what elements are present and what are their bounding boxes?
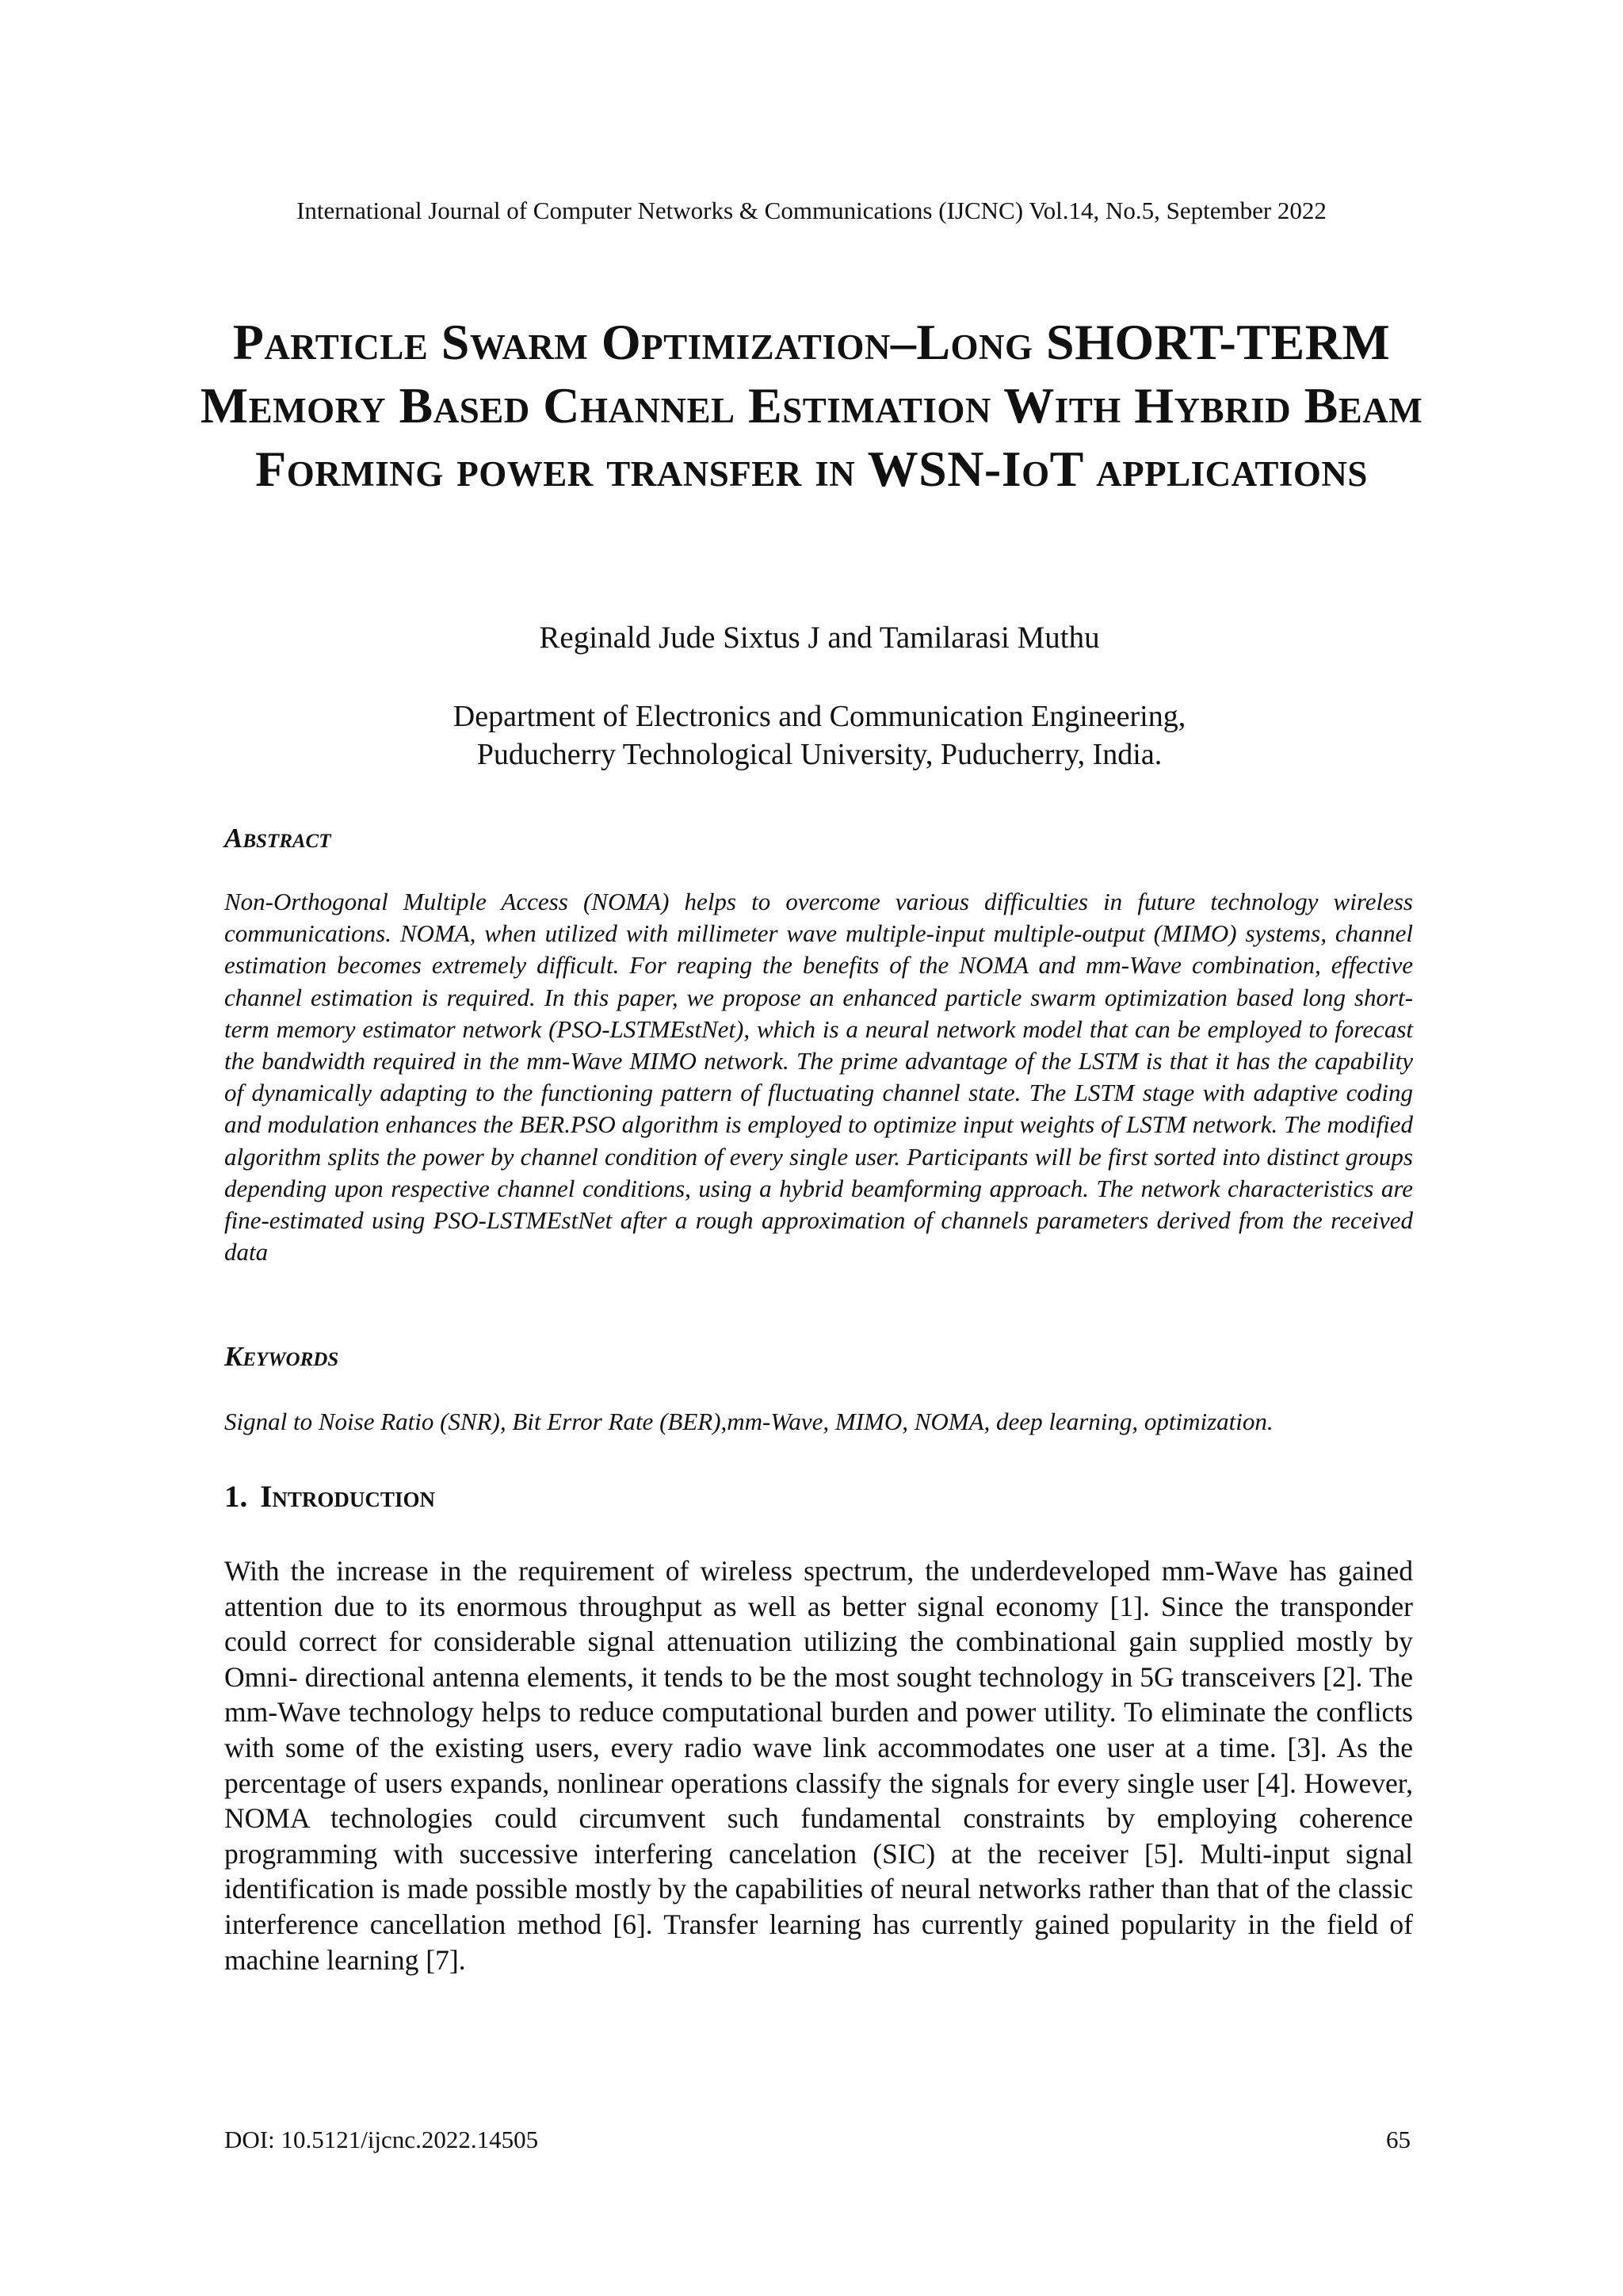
section-title: Introduction (260, 1480, 435, 1514)
affiliation (0, 697, 1623, 774)
authors: Reginald Jude Sixtus J and Tamilarasi Muthu (539, 621, 1100, 655)
paper-title: Particle Swarm Optimization–Long SHORT-TERM Memory Based Channel Estimation With Hybrid Beam Forming power transfer in WSN-IoT applications (200, 314, 1423, 497)
abstract-text: Non-Orthogonal Multiple Access (NOMA) helps to overcome various difficulties in future technology wireless communications. NOMA, when utilized with millimeter wave multiple-input multiple-output (MIMO) systems, channel estimation becomes extremely difficult. For reaping the benefits of the NOMA and mm-Wave combination, effective channel estimation is required. In this paper, we propose an enhanced particle swarm optimization based long short-term memory estimator network (PSO-LSTMEstNet), which is a neural network model that can be employed to forecast the bandwidth required in the mm-Wave MIMO network. The prime advantage of the LSTM is that it has the capability of dynamically adapting to the functioning pattern of fluctuating channel state. The LSTM stage with adaptive coding and modulation enhances the BER.PSO algorithm is employed to optimize input weights of LSTM network. The modified algorithm splits the power by channel condition of every single user. Participants will be first sorted into distinct groups depending upon respective channel conditions, using a hybrid beamforming approach. The network characteristics are fine-estimated using PSO-LSTMEstNet after a rough approximation of channels parameters derived from the received data (224, 888, 1413, 1266)
affiliation-line-2: Puducherry Technological University, Puducherry, India. (476, 738, 1163, 771)
affiliation-line-1: Department of Electronics and Communication Engineering, (453, 700, 1186, 733)
abstract-heading: Abstract (224, 823, 331, 854)
keywords-text: Signal to Noise Ratio (SNR), Bit Error Rate (BER),mm-Wave, MIMO, NOMA, deep learning, optimization. (224, 1408, 1274, 1435)
introduction-text: With the increase in the requirement of wireless spectrum, the underdeveloped mm-Wave has gained attention due to its enormous throughput as well as better signal economy [1]. Since the transponder could correct for considerable signal attenuation utilizing the combinational gain supplied mostly by Omni- directional antenna elements, it tends to be the most sought technology in 5G transceivers [2]. The mm-Wave technology helps to reduce computational burden and power utility. To eliminate the conflicts with some of the existing users, every radio wave link accommodates one user at a time. [3]. As the percentage of users expands, nonlinear operations classify the signals for every single user [4]. However, NOMA technologies could circumvent such fundamental constraints by employing coherence programming with successive interfering cancelation (SIC) at the receiver [5]. Multi-input signal identification is made possible mostly by the capabilities of neural networks rather than that of the classic interference cancellation method [6]. Transfer learning has currently gained popularity in the field of machine learning [7]. (224, 1555, 1413, 1976)
keywords-heading: Keywords (224, 1341, 339, 1372)
section-number: 1. (224, 1480, 248, 1514)
running-header: International Journal of Computer Networks & Communications (IJCNC) Vol.14, No.5, September 2022 (296, 197, 1327, 224)
footer-doi: DOI: 10.5121/ijcnc.2022.14505 (224, 2126, 539, 2153)
page-number: 65 (1386, 2126, 1411, 2153)
introduction-heading (224, 1477, 435, 1517)
